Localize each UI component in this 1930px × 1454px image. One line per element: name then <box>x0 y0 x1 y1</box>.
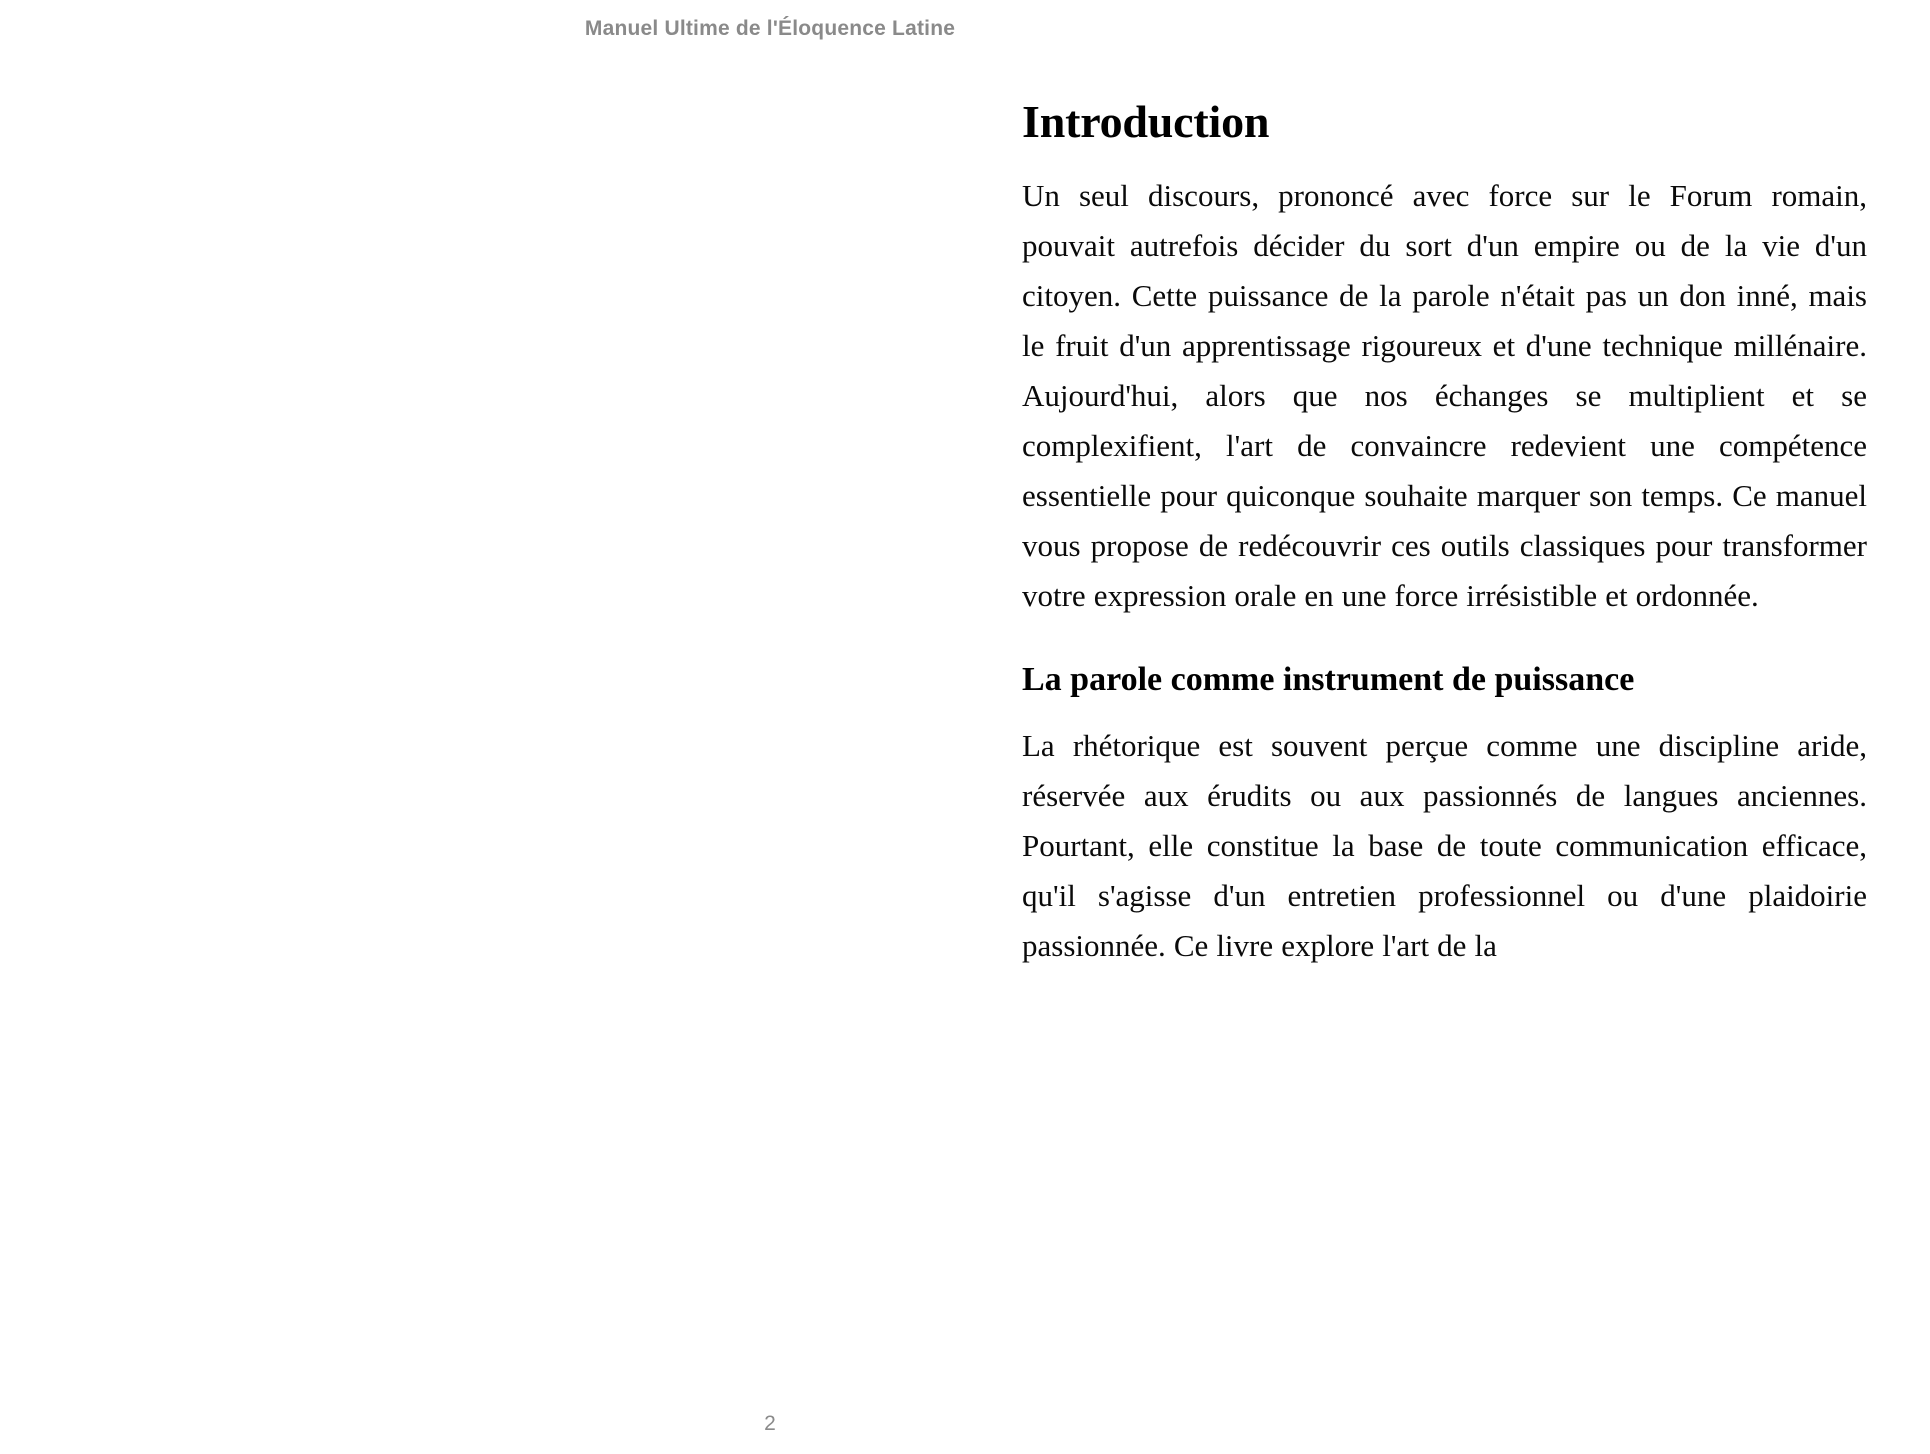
body-paragraph-1: Un seul discours, prononcé avec force sur le Forum romain, pouvait autrefois décider du sort d'un empire ou de la vie d'un citoyen. Cette puissance de la parole n'était pas un don inné, mais le fruit d'un apprentissage rigoureux et d'une technique millénaire. Aujourd'hui, alors que nos échanges se multiplient et se complexifient, l'art de convaincre redevient une compétence essentielle pour quiconque souhaite marquer son temps. Ce manuel vous propose de redécouvrir ces outils classiques pour transformer votre expression orale en une force irrésistible et ordonnée. <box>1022 177 1867 613</box>
chapter-title: Introduction <box>1022 96 1270 147</box>
section-title: La parole comme instrument de puissance <box>1022 660 1635 698</box>
page-text-column <box>1022 96 1867 1366</box>
page-number: 2 <box>764 1412 776 1435</box>
running-head: Manuel Ultime de l'Éloquence Latine <box>584 17 956 40</box>
body-paragraph-2: La rhétorique est souvent perçue comme une discipline aride, réservée aux érudits ou aux passionnés de langues anciennes. Pourtant, elle constitue la base de toute communication efficace, qu'il s'agisse d'un entretien professionnel ou d'une plaidoirie passionnée. Ce livre explore l'art de la <box>1022 727 1867 963</box>
